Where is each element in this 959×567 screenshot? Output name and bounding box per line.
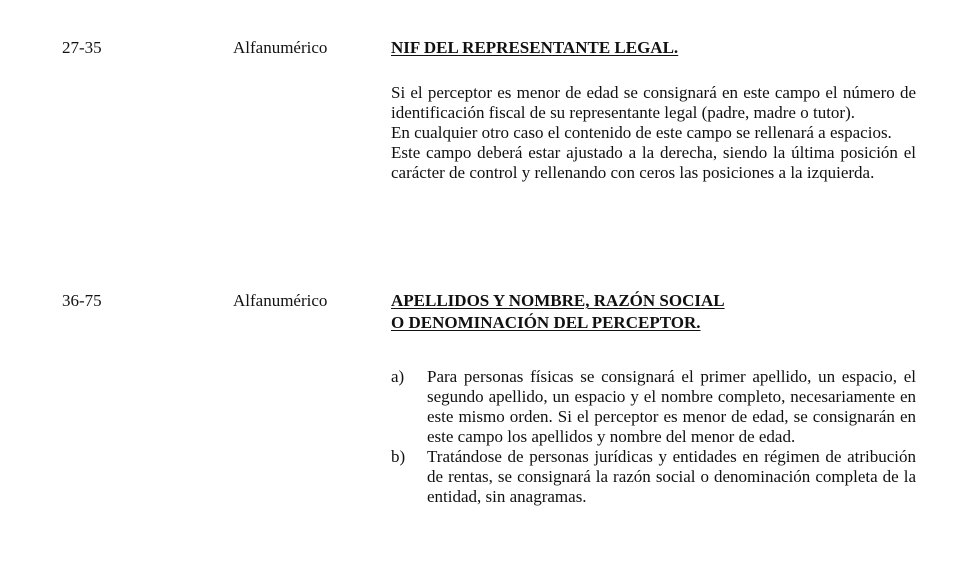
row-2-type: Alfanumérico xyxy=(233,291,328,310)
row-2-title-line-2: O DENOMINACIÓN DEL PERCEPTOR. xyxy=(391,313,701,332)
list-item-text: Para personas físicas se consignará el primer apellido, un espacio, el segundo apellido, un espacio y el nombre completo, necesariamente en este mismo orden. Si el perceptor es menor de edad, se consignarán en este campo los apellidos y nombre del menor de edad. xyxy=(427,367,916,446)
row-2-title-line-1: APELLIDOS Y NOMBRE, RAZÓN SOCIAL xyxy=(391,291,725,310)
row-1-type: Alfanumérico xyxy=(233,38,328,57)
row-1-paragraph-3: Este campo deberá estar ajustado a la derecha, siendo la última posición el carácter de control y rellenando con ceros las posiciones a la izquierda. xyxy=(391,143,916,182)
list-item xyxy=(391,447,916,507)
row-2-position: 36-75 xyxy=(62,291,102,310)
list-item-text: Tratándose de personas jurídicas y entidades en régimen de atribución de rentas, se consignará la razón social o denominación completa de la entidad, sin anagramas. xyxy=(427,447,916,506)
list-item-marker: b) xyxy=(391,447,406,466)
list-item xyxy=(391,367,916,447)
row-1-paragraph-2: En cualquier otro caso el contenido de este campo se rellenará a espacios. xyxy=(391,123,892,142)
list-item-marker: a) xyxy=(391,367,405,386)
row-1-title: NIF DEL REPRESENTANTE LEGAL. xyxy=(391,38,679,57)
row-1-description xyxy=(391,83,916,183)
row-1-paragraph-1: Si el perceptor es menor de edad se consignará en este campo el número de identificación fiscal de su representante legal (padre, madre o tutor). xyxy=(391,83,916,122)
row-1-position: 27-35 xyxy=(62,38,102,57)
row-2-item-list xyxy=(391,367,916,507)
